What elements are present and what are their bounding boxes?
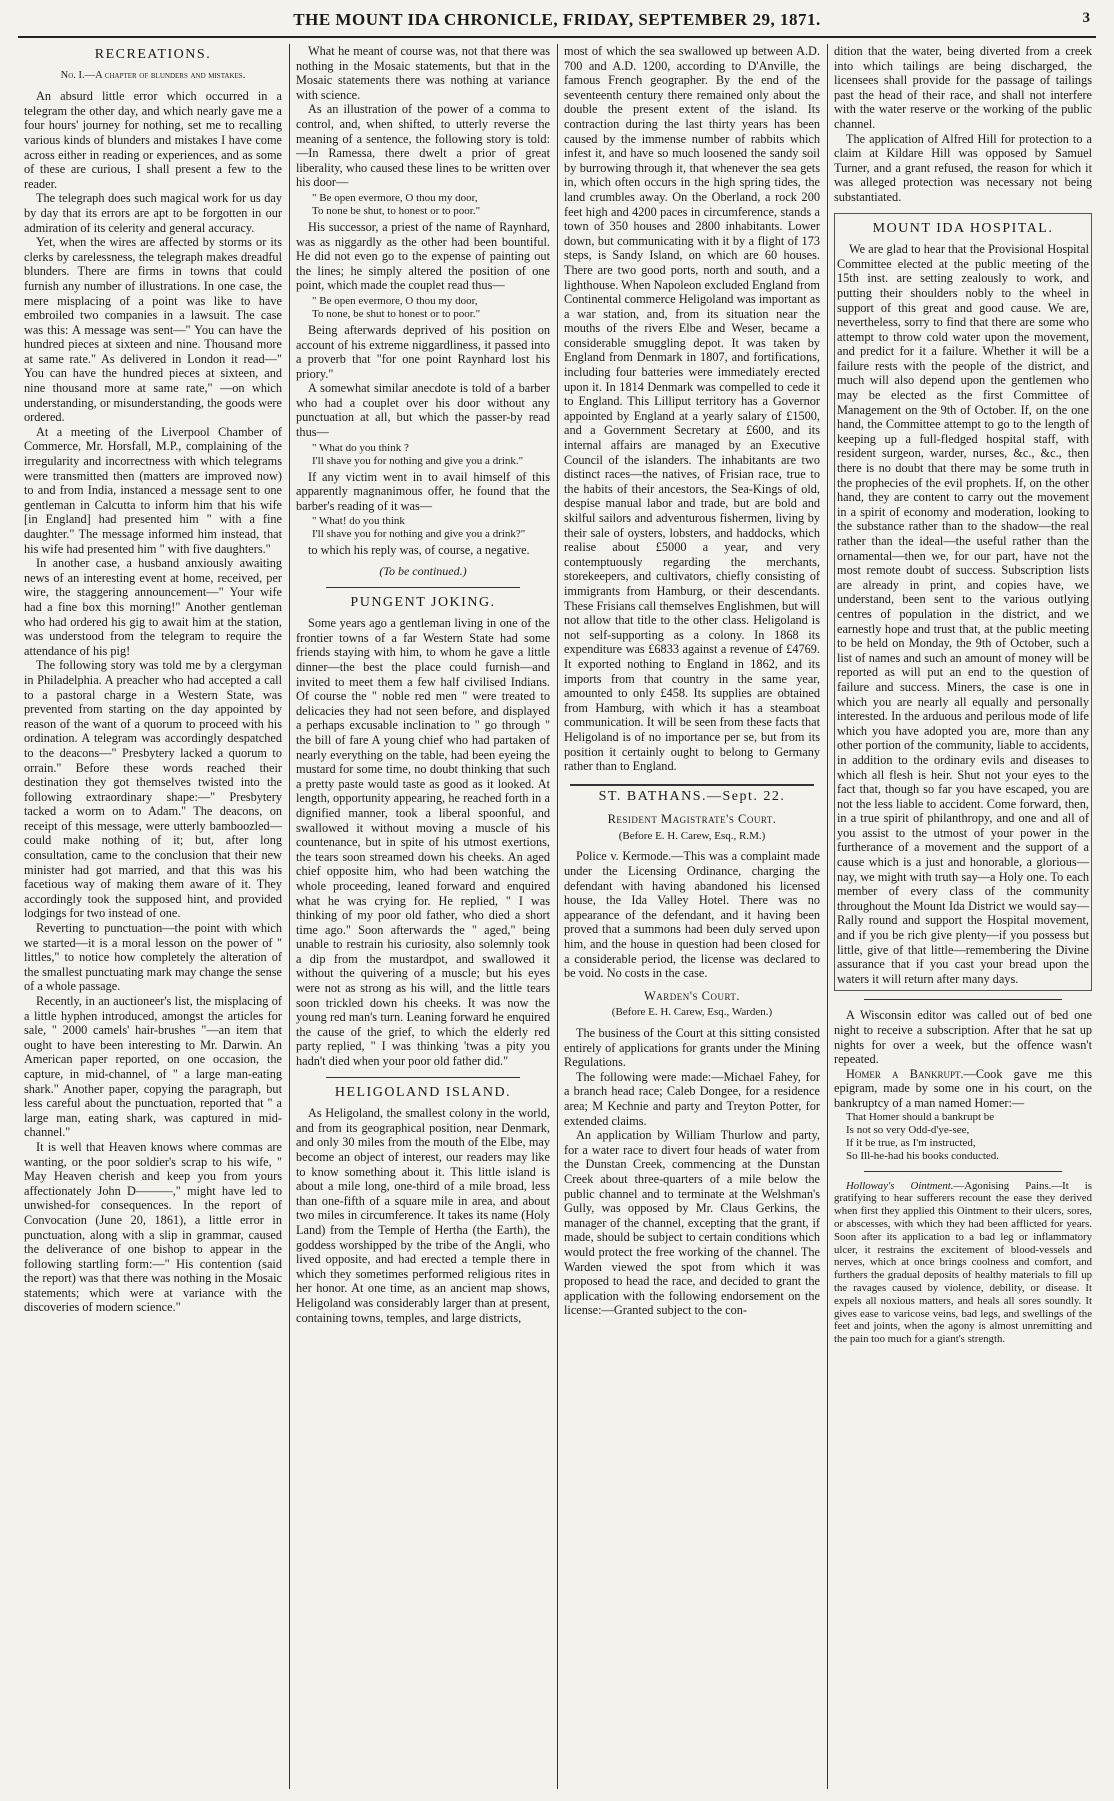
warden-court-before: (Before E. H. Carew, Esq., Warden.) <box>611 1006 773 1019</box>
masthead-title: THE MOUNT IDA CHRONICLE, FRIDAY, SEPTEMBER 29, 1871. <box>293 10 821 29</box>
rm-court-before: (Before E. H. Carew, Esq., R.M.) <box>618 829 766 842</box>
article-paragraph: An application by William Thurlow and party, for a water race to divert four heads of water from the Dunstan Creek, commencing at the Dunstan Creek about three-quarters of a mile below the public channel and to terminate at the Welshman's Gully, was opposed by Mr. Claus Gerkins, the manager of the channel, excepting that the grant, if made, should be subject to certain conditions which would protect the free working of the channel. The Warden viewed the spot from which it was proposed to head the race, and decided to grant the application with the following endorsement on the license:—Granted subject to the con- <box>564 1128 820 1318</box>
verse-line: I'll shave you for nothing and give you a drink." <box>312 454 524 467</box>
column-2 <box>296 44 550 1794</box>
homer-lead: Homer a Bankrupt. <box>846 1066 964 1081</box>
holloway-lead: Holloway's Ointment. <box>846 1179 954 1192</box>
article-paragraph: Police v. Kermode.—This was a complaint made under the Licensing Ordinance, charging the defendant with having abandoned his licensed house, the Ida Valley Hotel. There was no appearance of the defendant, and it having been proved that a summons had been duly served upon him, and the house in question had been closed for a considerable period, the license was declared to be void. No costs in the case. <box>564 849 820 981</box>
article-paragraph: We are glad to hear that the Provisional Hospital Committee elected at the public meeting of the 15th inst. are setting zealously to work, and putting their shoulders nobly to the wheel in support of this great and good cause. We are, nevertheless, sorry to find that there are some who attempt to throw cold water upon the movement, and predict for it a failure. Whether it will be a failure rests with the people of the district, and much will also depend upon the gentlemen who may be elected as the first Committee of Management on the 9th of October. If, on the one hand, the Committee attempt to go to the length of keeping up a full-fledged hospital staff, with resident surgeon, warder, nurses, &c., &c., then there is no doubt that there may be some truth in the prophecies of the evil prophets. If, on the other hand, they are content to carry out the movement in a spirit of economy and moderation, looking to the substance rather than to the shadow—the real rather than the ideal—the useful rather than the ornamental—then we, for our part, have not the most remote doubt of success. Subscription lists are already in print, and copies have, we understand, been sent to the various outlying centres of population in the district, and we earnestly hope and trust that, at the public meeting to be held on Monday, the 9th of October, such a list of names and such an amount of money will be reported as will put an end to the question of failure and success. Miners, the case is one in which you are nearly all equally and personally interested. In the arduous and perilous mode of life which you have adopted you are, more than any other portion of the community, liable to accidents, in addition to the ordinary evils and diseases to which all flesh is heir. Shut not your eyes to the fact that, though so far you have escaped, you are not the less liable to accident. Come forward, then, in a true spirit of philanthropy, and one and all of you assist to the utmost of your power in the furtherance of a movement and the support of a cause which is a just and honorable, a glorious—nay, we might with truth say—a Holy one. To each member of every class of the community throughout the Mount Ida District we would say—Rally round and support the Hospital movement, and if you be rich give plenty—if you possess but little, give of that little—remembering the Divine assurance that if you cast your bread upon the waters it will return after many days. <box>837 242 1089 986</box>
column-4 <box>834 44 1092 1794</box>
article-paragraph: At a meeting of the Liverpool Chamber of Commerce, Mr. Horsfall, M.P., complaining of the irregularity and incorrectness with which telegrams were transmitted then (matters are improved now) to and from India, instanced a message sent to one gentleman in Calcutta to inform him that his wife [in England] had presented him " with a fine daughter." The message informed him instead, that his wife had presented him " with five daughters." <box>24 424 282 556</box>
column-rule <box>289 44 290 1789</box>
column-3 <box>564 44 820 1794</box>
article-paragraph: Recently, in an auctioneer's list, the misplacing of a little hyphen introduced, amongst the articles for sale, " 2000 camels' hair-brushes "—an item that ought to have been interesting to Mr. Darwin. An American paper reported, on one occasion, the capture, in mid-channel, of " a large man-eating shark." Another paper, copying the paragraph, but less careful about the punctuation, reported that " a large man, eating shark, was captured in mid-channel." <box>24 994 282 1140</box>
article-paragraph: As Heligoland, the smallest colony in the world, and from its geographical position, near Denmark, and only 30 miles from the mouth of the Elbe, may become an object of interest, our readers may like to know something about it. This little island is about a mile long, one-third of a mile broad, less than one-fifth of a square mile in area, and about two miles in circumference. It takes its name (Holy Land) from the Temple of Hertha (the Earth), the goddess worshipped by the tribe of the Angli, who lived opposite, and had erected a temple there in which they sometimes performed religious rites in her honor. At one time, as an ancient map shows, Heligoland was considerably larger than at present, containing towns, temples, and large districts, <box>296 1106 550 1325</box>
divider <box>864 1171 1062 1172</box>
verse <box>312 442 550 468</box>
article-paragraph: An absurd little error which occurred in a telegram the other day, and which nearly gave me a four hours' journey for nothing, set me to recalling various kinds of blunders and mistakes I have come across either in reading or experiences, and as some of these are curious, I shall present a few to the reader. <box>24 89 282 191</box>
rm-court-heading: Resident Magistrate's Court. <box>607 812 777 827</box>
article-paragraph: In another case, a husband anxiously awaiting news of an interesting event at home, received, per wire, the staggering announcement—" Your wife had a fine box this morning!" Another gentleman who had ordered his gig to await him at the station, was understood from the telegram to require the attendance of his pig! <box>24 556 282 658</box>
warden-court-heading: Warden's Court. <box>643 988 741 1003</box>
article-paragraph: The application of Alfred Hill for protection to a claim at Kildare Hill was opposed by Samuel Turner, and a grant refused, the reason for which it was alleged protection was necessary not being substantiated. <box>834 131 1092 204</box>
divider <box>326 1077 520 1078</box>
hospital-heading: MOUNT IDA HOSPITAL. <box>872 220 1054 236</box>
divider <box>570 784 814 786</box>
verse-line: To none, be shut to honest or to poor." <box>312 307 481 320</box>
stbathans-heading: ST. BATHANS.—Sept. 22. <box>598 788 786 804</box>
column-rule <box>827 44 828 1789</box>
masthead <box>18 6 1096 38</box>
verse-line: To none be shut, to honest or to poor." <box>312 204 481 217</box>
article-paragraph: The following were made:—Michael Fahey, for a branch head race; Caleb Dongee, for a residence area; M Kechnie and party and Treyton Potter, for extended claims. <box>564 1069 820 1128</box>
hospital-section <box>834 213 1092 992</box>
article-paragraph: The telegraph does such magical work for us day by day that its errors are apt to be forgotten in our admiration of its celerity and general accuracy. <box>24 191 282 235</box>
article-paragraph: A Wisconsin editor was called out of bed one night to receive a subscription. After that he sat up nights for over a week, but the offence wasn't repeated. <box>834 1008 1092 1067</box>
poem-line: Is not so very Odd-d'ye-see, <box>846 1123 970 1136</box>
article-paragraph: What he meant of course was, not that there was nothing in the Mosaic statements, but that in the Mosaic statements there was nothing at variance with science. <box>296 44 550 102</box>
holloway-advert <box>834 1180 1092 1346</box>
verse-line: " Be open evermore, O thou my door, <box>312 294 478 307</box>
poem-line: If it be true, as I'm instructed, <box>846 1136 976 1149</box>
column-1 <box>24 44 282 1794</box>
recreations-heading: RECREATIONS. <box>94 47 212 62</box>
article-paragraph: Some years ago a gentleman living in one of the frontier towns of a far Western State had some friends staying with him, to whom he gave a little dinner—the best the place could furnish—and invited to meet them a few half civilised Indians. Of course the " noble red men " were treated to delicacies they had not seen before, and displayed a perhaps excusable inclination to " go through " the bill of fare A young chief who had partaken of nearly everything on the table, had been eyeing the mustard for some time, no doubt thinking that such a pretty paste would taste as good as it looked. At length, opportunity appearing, he reached forth in a dignified manner, took a liberal spoonful, and swallowed it without moving a muscle of his countenance, but in spite of his utmost exertions, the tears soon streamed down his cheeks. An aged chief opposite him, who had been watching the whole proceeding, leaned forward and enquired what he was crying for. He replied, " I was thinking of my poor old father, who died a short time ago." Soon afterwards the " aged," being unable to restrain his curiosity, also solemnly took a dip from the mustardpot, and swallowed it without the quivering of a muscle; but his eyes were not as strong as his will, and the little tears soon trickled down his cheeks. It was now the young red man's turn. Leaning forward he enquired the cause of the grief, to which the elderly red party replied, " I was thinking 'twas a pity you hadn't died when your poor old father did." <box>296 616 550 1069</box>
poem-line: So Ill-he-had his books conducted. <box>846 1149 1000 1162</box>
article-paragraph: A somewhat similar anecdote is told of a barber who had a couplet over his door without any punctuation at all, but which the passer-by read thus— <box>296 381 550 440</box>
article-paragraph: most of which the sea swallowed up between A.D. 700 and A.D. 1200, according to D'Anville, the famous French geographer. By the end of the seventeenth century there remained only about the double the present extent of the island. Its contraction during the last thirty years has been caused by the immense number of rabbits which infest it, and have so much loosened the sandy soil by burrowing through it, that whenever the sea gets in, which often occurs in the high spring tides, the land crumbles away. On the Oberland, a rock 200 feet high and 4200 paces in circumference, stands a town of 350 houses and 2800 inhabitants. Lower down, but communicating with it by a flight of 173 steps, is Sandy Island, on which are 60 houses. There are two good ports, north and south, and a lighthouse. When Napoleon excluded England from Continental commerce Heligoland was important as a war station, and, from its situation near the mouths of the rivers Elbe and Weser, became a considerable smuggling depot. It was taken by England from Denmark in 1807, and fortifications, including four batteries were immediately erected upon it. In 1814 Denmark was compelled to cede it to England. This Lilliput territory has a Governor appointed by England at a yearly salary of £1500, and a Government Secretary at £600, and its internal affairs are managed by an Executive Council of the islanders. The inhabitants are two distinct races—the natives, of Frisian race, true to the habits of their ancestors, the Sea-Kings of old, despise manual labor and trade, but are bold and skilful sailors and adventurous fishermen, living by their sale of oysters, lobsters, and haddocks, which realise about £5000 a year, and very contemptuously regarding the merchants, storekeepers, and cultivators, chiefly consisting of immigrants from Hamburg, or their descendants. These Frisians call themselves Englishmen, but will not allow that title to the other class. Heligoland is not self-supporting as a colony. In 1868 its expenditure was £6833 against a revenue of £4769. It exported nothing to England in 1862, and its imports from that country in the same year, amounted to only £458. Its supplies are obtained from Hamburg, with which it has a steamboat communication. It will be seen from these facts that Heligoland is of no importance per se, but from its position it certainly ought to belong to Germany rather than to England. <box>564 44 820 774</box>
continued-note: (To be continued.) <box>379 564 467 579</box>
article-paragraph: If any victim went in to avail himself of this apparently magnanimous offer, he found that the barber's reading of it was— <box>296 469 550 513</box>
article-paragraph: It is well that Heaven knows where commas are wanting, or the poor soldier's scrap to his wife, " May Heaven cherish and keep you from yours affectionately John D———," might have led to unwished-for consequences. In the report of Convocation (June 20, 1861), a little error in punctuation, along with a slip in grammar, caused the deliverance of one bishop to appear in the following startling form:—" His contention (said the report) was that there was nothing in the Mosaic statements; which were at variance with the discoveries of modern science." <box>24 1139 282 1315</box>
homer-text: —Cook gave me this epigram, made by some one in his court, on the bankruptcy of a man named Homer:— <box>834 1066 1092 1110</box>
verse <box>312 515 550 541</box>
verse-line: " Be open evermore, O thou my door, <box>312 191 478 204</box>
article-paragraph: The business of the Court at this sitting consisted entirely of applications for grants under the Mining Regulations. <box>564 1026 820 1070</box>
verse-line: " What do you think ? <box>312 441 409 454</box>
divider <box>326 587 520 588</box>
verse <box>312 295 550 321</box>
poem-line: That Homer should a bankrupt be <box>846 1110 995 1123</box>
article-paragraph: Yet, when the wires are affected by storms or its clerks by carelessness, the telegraph makes dreadful blunders. There are firms in towns that could furnish any number of illustrations. In one case, the mere misplacing of a point was like to have embroiled two companies in a lawsuit. The case was this: A message was sent—" You can have the hundred pieces at sixteen and nine. Thousand more at same rate." As delivered in London it read—" You can have the hundred pieces at sixteen, and nine thousand more at same rate," —on which understanding, or misunderstanding, the goods were ordered. <box>24 235 282 425</box>
heligoland-heading: HELIGOLAND ISLAND. <box>334 1084 512 1100</box>
article-paragraph: Reverting to punctuation—the point with which we started—it is a moral lesson on the power of " littles," to notice how completely the alteration of the smallest punctuating mark may change the sense of a whole passage. <box>24 921 282 994</box>
pungent-heading: PUNGENT JOKING. <box>350 594 496 610</box>
column-rule <box>557 44 558 1789</box>
holloway-text: —Agonising Pains.—It is gratifying to hear sufferers recount the ease they derived when first they applied this Ointment to their ulcers, sores, or abscesses, with which they had been afflicted for years. Soon after its application to a bad leg or inflammatory ulcer, it restrains the excitement of blood-vessels and nerves, which at once brings coolness and comfort, and furthers the gradual deposits of healthy materials to fill up the ravages caused by violence, debility, or disease. It expels all noxious matters, and heals all sores soundly. It gives ease to varicose veins, bad legs, and swellings of the feet and joints, when the agony is almost unremitting and the pain too much for a giant's strength. <box>834 1179 1092 1346</box>
article-paragraph <box>834 1067 1092 1111</box>
divider <box>864 999 1062 1000</box>
recreations-subheading: No. I.—A chapter of blunders and mistakes. <box>60 69 246 81</box>
homer-poem <box>834 1111 1092 1163</box>
article-paragraph: Being afterwards deprived of his position on account of his extreme niggardliness, it passed into a proverb that "for one point Raynhard lost his priory." <box>296 322 550 381</box>
article-paragraph: As an illustration of the power of a comma to control, and, when shifted, to utterly reverse the meaning of a sentence, the following story is told:—In Ramessa, there dwelt a prior of great liberality, who caused these lines to be written over his door— <box>296 102 550 190</box>
article-paragraph: to which his reply was, of course, a negative. <box>308 543 530 558</box>
page-number: 3 <box>1082 10 1090 26</box>
article-paragraph: The following story was told me by a clergyman in Philadelphia. A preacher who had accepted a call to a pastoral charge in a Western State, was prevented from starting on the day appointed by reason of the want of a quorum to proceed with his ordination. A telegram was accordingly despatched to the deacons—" Presbytery lacked a quorum to orrain." Before these words reached their destination they got themselves twisted into the following extraordinary shape:—" Presbytery tacked a worm on to Adam." The deacons, on receipt of this message, were utterly bamboozled—could make nothing of it; but, after long consultation, came to the conclusion that their new minister had got married, and that this was his facetious way of making them aware of it. They accordingly took the supposed hint, and provided lodgings for two instead of one. <box>24 658 282 921</box>
verse <box>312 192 550 218</box>
article-paragraph: dition that the water, being diverted from a creek into which tailings are being discharged, the licensees shall provide for the passage of tailings past the head of their race, and shall not interfere with the water reserve or the working of the public channel. <box>834 44 1092 131</box>
article-paragraph: His successor, a priest of the name of Raynhard, was as niggardly as the other had been bountiful. He did not even go to the expense of painting out the lines; he simply altered the position of one point, which made the couplet read thus— <box>296 219 550 293</box>
verse-line: I'll shave you for nothing and give you a drink?" <box>312 528 526 541</box>
verse-line: " What! do you think <box>312 515 405 528</box>
